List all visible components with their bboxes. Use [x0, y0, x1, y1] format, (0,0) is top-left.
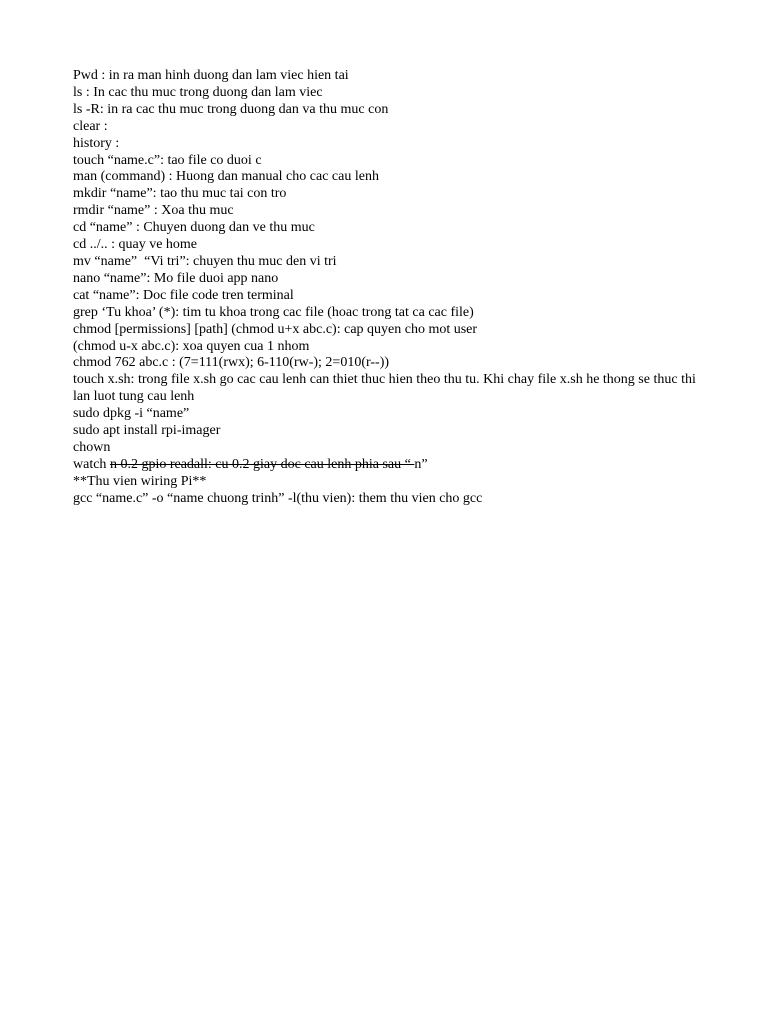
text-line: ls -R: in ra cac thu muc trong duong dan va thu muc con: [73, 101, 389, 117]
text-line: **Thu vien wiring Pi**: [73, 473, 207, 489]
text-line: grep ‘Tu khoa’ (*): tim tu khoa trong cac file (hoac trong tat ca cac file): [73, 304, 474, 320]
text-line: cd ../.. : quay ve home: [73, 237, 198, 253]
text-line: cd “name” : Chuyen duong dan ve thu muc: [73, 220, 315, 236]
text-line: touch “name.c”: tao file co duoi c: [73, 152, 262, 168]
text-line: sudo apt install rpi-imager: [73, 423, 221, 439]
text-line: ls : In cac thu muc trong duong dan lam viec: [73, 84, 323, 100]
text-line: clear :: [73, 118, 108, 134]
text-line: mkdir “name”: tao thu muc tai con tro: [73, 186, 287, 202]
text-line: history :: [73, 135, 120, 151]
text-line: gcc “name.c” -o “name chuong trinh” -l(thu vien): them thu vien cho gcc: [73, 490, 483, 506]
struck-text: n 0.2 gpio readall: cu 0.2 giay doc cau lenh phia sau “: [109, 456, 415, 472]
text-line: chmod [permissions] [path] (chmod u+x abc.c): cap quyen cho mot user: [73, 321, 478, 337]
text-line: touch x.sh: trong file x.sh go cac cau lenh can thiet thuc hien theo thu tu. Khi chay file x.sh he thong se thuc thi lan luot tung cau lenh: [73, 372, 700, 405]
text-line: man (command) : Huong dan manual cho cac cau lenh: [73, 169, 379, 185]
text-line: cat “name”: Doc file code tren terminal: [73, 287, 294, 303]
document-body: [73, 68, 713, 508]
text-line: chmod 762 abc.c : (7=111(rwx); 6-110(rw-); 2=010(r--)): [73, 355, 390, 371]
watch-prefix: watch: [73, 456, 110, 472]
text-line: sudo dpkg -i “name”: [73, 406, 190, 422]
text-line: mv “name” “Vi tri”: chuyen thu muc den vi tri: [73, 253, 337, 269]
text-line: nano “name”: Mo file duoi app nano: [73, 270, 279, 286]
watch-line: [73, 457, 713, 474]
text-line: Pwd : in ra man hinh duong dan lam viec hien tai: [73, 68, 349, 83]
text-line: (chmod u-x abc.c): xoa quyen cua 1 nhom: [73, 338, 310, 354]
watch-suffix: n”: [414, 456, 428, 472]
text-line: chown: [73, 439, 111, 455]
text-line: rmdir “name” : Xoa thu muc: [73, 203, 234, 219]
